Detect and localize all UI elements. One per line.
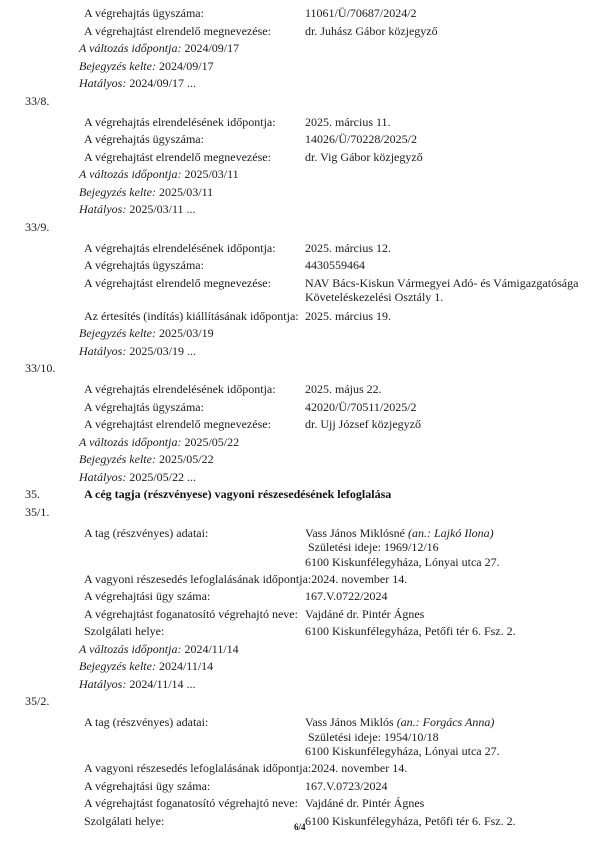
change-meta-row (79, 677, 592, 692)
meta-value: 2025/03/11 (181, 167, 239, 181)
change-meta-row (79, 185, 592, 200)
field-label: Szolgálati helye: (84, 624, 165, 638)
meta-label: Bejegyzés kelte: (79, 659, 156, 673)
field-value-line (311, 761, 592, 776)
section-35-2 (25, 694, 592, 829)
field-value-line (305, 555, 592, 570)
field-value-segment: Vajdáné dr. Pintér Ágnes (305, 606, 425, 621)
field-value (305, 526, 592, 570)
field-value-segment: 2025. március 11. (305, 114, 391, 129)
meta-value: 2025/03/19 (155, 326, 214, 340)
field-value-segment: NAV Bács-Kiskun Vármegyei Adó- és Vámigazgatósága (305, 275, 579, 290)
field-value (305, 150, 592, 165)
section-heading: A cég tagja (részvényese) vagyoni részesedésének lefoglalása (84, 487, 392, 501)
field-value-line (305, 730, 592, 745)
field-value-line (305, 309, 592, 324)
field-row (25, 814, 592, 829)
field-value-line (305, 382, 592, 397)
meta-value: 2024/11/14 (155, 659, 214, 673)
field-value-segment: Vass János Miklósné (305, 525, 409, 540)
field-row (25, 417, 592, 432)
field-value-segment: 2025. március 12. (305, 240, 391, 255)
change-meta-row (79, 59, 592, 74)
field-value (311, 572, 592, 587)
field-value-segment: 6100 Kiskunfélegyháza, Lónyai utca 27. (305, 554, 500, 569)
field-value-segment: 2024. november 14. (311, 761, 408, 775)
meta-value: 2025/03/11 ... (126, 202, 196, 216)
field-label: A végrehajtási ügy száma: (84, 589, 211, 603)
field-label: A végrehajtás elrendelésének időpontja: (84, 114, 276, 129)
field-value-line (305, 607, 592, 622)
field-value-line (305, 24, 592, 39)
change-meta-row (79, 470, 592, 485)
field-label: A végrehajtást foganatosító végrehajtó neve: (84, 606, 298, 621)
field-value-line (305, 417, 592, 432)
field-value-line (311, 572, 592, 587)
meta-label: A változás időpontja: (79, 41, 182, 55)
field-value (305, 796, 592, 811)
field-row (25, 624, 592, 639)
field-value-line (305, 290, 592, 305)
field-value-line (305, 6, 592, 21)
meta-label: Bejegyzés kelte: (79, 58, 156, 73)
meta-value: 2024/11/14 (181, 641, 239, 656)
field-row (25, 572, 592, 587)
section-number-label: 33/9. (25, 219, 50, 234)
field-value (305, 115, 592, 130)
meta-label: A változás időpontja: (79, 641, 182, 656)
field-row (25, 715, 592, 759)
field-value-segment: dr. Ujj József közjegyző (305, 417, 421, 431)
field-value-segment: Vass János Miklós (305, 715, 397, 729)
field-value (305, 624, 592, 639)
section-35-1 (25, 505, 592, 692)
field-label: A végrehajtást elrendelő megnevezése: (84, 149, 271, 164)
field-value-segment: 6100 Kiskunfélegyháza, Lónyai utca 27. (305, 744, 500, 758)
change-meta-row (79, 642, 592, 657)
field-row (25, 276, 592, 305)
field-value-line (305, 715, 592, 730)
field-label: A végrehajtás ügyszáma: (84, 6, 204, 20)
field-row (25, 132, 592, 147)
meta-value: 2024/11/14 ... (126, 676, 196, 691)
field-label: A vagyoni részesedés lefoglalásának időpontja: (84, 761, 312, 775)
field-label: A végrehajtás elrendelésének időpontja: (84, 240, 276, 255)
field-row (25, 258, 592, 273)
field-label: A végrehajtás elrendelésének időpontja: (84, 382, 276, 396)
change-meta-row (79, 326, 592, 341)
field-row (25, 607, 592, 622)
field-label: A vagyoni részesedés lefoglalásának időpontja: (84, 571, 312, 586)
field-value-line (305, 276, 592, 291)
meta-value: 2025/03/19 ... (126, 343, 196, 358)
section-number-label: 35/1. (25, 504, 50, 519)
field-value-italic-segment: (an.: Forgács Anna) (396, 715, 495, 729)
field-label: A végrehajtás ügyszáma: (84, 258, 204, 272)
section-number-label: 35/2. (25, 694, 50, 708)
field-label: A tag (részvényes) adatai: (84, 715, 209, 729)
section-number (25, 361, 592, 376)
document-body (25, 6, 592, 829)
meta-label: Hatályos: (79, 343, 127, 358)
field-value-line (305, 779, 592, 794)
change-meta-row (79, 452, 592, 467)
field-value (305, 607, 592, 622)
field-value-segment: 42020/Ü/70511/2025/2 (305, 399, 417, 414)
field-value (305, 814, 592, 829)
change-meta-row (79, 76, 592, 91)
field-label: A végrehajtási ügy száma: (84, 778, 211, 793)
field-value-line (305, 258, 592, 273)
meta-label: Hatályos: (79, 676, 127, 691)
change-meta-row (79, 344, 592, 359)
field-value-italic-segment: (an.: Lajkó Ilona) (408, 525, 494, 540)
field-value-line (305, 241, 592, 256)
meta-label: Bejegyzés kelte: (79, 184, 156, 199)
section-33-9 (25, 220, 592, 359)
field-label: A végrehajtást elrendelő megnevezése: (84, 275, 271, 290)
field-value (305, 241, 592, 256)
meta-value: 2025/05/22 ... (126, 469, 196, 484)
field-value-segment: 6100 Kiskunfélegyháza, Petőfi tér 6. Fsz. 2. (305, 813, 516, 828)
field-label: A tag (részvényes) adatai: (84, 525, 209, 540)
field-value-line (305, 540, 592, 555)
meta-value: 2025/05/22 (155, 452, 214, 466)
field-value-line (305, 624, 592, 639)
section-number (25, 94, 592, 109)
meta-label: Bejegyzés kelte: (79, 452, 156, 466)
meta-label: Hatályos: (79, 469, 127, 484)
meta-label: A változás időpontja: (79, 434, 182, 449)
section-number-label: 33/10. (25, 361, 56, 375)
field-value-line (305, 132, 592, 147)
field-value-line (305, 150, 592, 165)
meta-value: 2025/03/11 (155, 184, 214, 199)
field-row (25, 241, 592, 256)
field-label: Szolgálati helye: (84, 813, 165, 828)
field-value-segment: 2025. május 22. (305, 382, 382, 396)
section-number-label: 33/8. (25, 93, 50, 108)
field-value-segment: 4430559464 (305, 258, 365, 272)
field-label: A végrehajtást elrendelő megnevezése: (84, 417, 271, 431)
field-value-segment: Születési ideje: 1969/12/16 (305, 540, 439, 554)
field-label: A végrehajtást foganatosító végrehajtó neve: (84, 796, 298, 810)
section-33-8 (25, 94, 592, 218)
section-continued (25, 6, 592, 91)
change-meta-row (79, 659, 592, 674)
field-value-segment: 2024. november 14. (311, 571, 408, 586)
page-number: 6/4 (294, 822, 306, 832)
field-row (25, 779, 592, 794)
meta-label: A változás időpontja: (79, 167, 182, 181)
field-value-line (305, 400, 592, 415)
field-value-segment: 14026/Ü/70228/2025/2 (305, 132, 418, 146)
field-row (25, 150, 592, 165)
field-value-segment: 2025. március 19. (305, 308, 391, 323)
field-value (305, 779, 592, 794)
meta-label: Hatályos: (79, 202, 127, 216)
field-row (25, 382, 592, 397)
section-33-10 (25, 361, 592, 485)
meta-value: 2025/05/22 (181, 434, 240, 449)
meta-label: Bejegyzés kelte: (79, 326, 156, 340)
field-value-line (305, 589, 592, 604)
section-number (25, 505, 592, 520)
field-value (305, 309, 592, 324)
field-value (305, 417, 592, 432)
field-value-line (305, 796, 592, 811)
field-value (305, 24, 592, 39)
field-value-segment: dr. Juhász Gábor közjegyző (305, 23, 438, 38)
change-meta-row (79, 167, 592, 182)
meta-label: Hatályos: (79, 76, 127, 90)
field-row (25, 796, 592, 811)
change-meta-row (79, 202, 592, 217)
meta-value: 2024/09/17 (181, 41, 240, 55)
section-35 (25, 487, 592, 502)
field-value-segment: Vajdáné dr. Pintér Ágnes (305, 796, 425, 810)
section-number (25, 694, 592, 709)
field-row (25, 589, 592, 604)
field-value-segment: 167.V.0723/2024 (305, 778, 388, 793)
field-value-segment: Követeléskezelési Osztály 1. (305, 290, 444, 304)
field-value (305, 715, 592, 759)
field-value-segment: 6100 Kiskunfélegyháza, Petőfi tér 6. Fsz. 2. (305, 624, 516, 638)
section-heading-row (25, 487, 592, 502)
field-value-line (305, 744, 592, 759)
field-label: A végrehajtást elrendelő megnevezése: (84, 23, 271, 38)
change-meta-row (79, 41, 592, 56)
field-value (305, 382, 592, 397)
field-value-line (305, 115, 592, 130)
field-value-segment: Születési ideje: 1954/10/18 (305, 729, 439, 744)
field-row (25, 24, 592, 39)
field-row (25, 6, 592, 21)
field-row (25, 526, 592, 570)
field-value-segment: 167.V.0722/2024 (305, 589, 388, 603)
change-meta-row (79, 435, 592, 450)
field-value (305, 6, 592, 21)
section-number: 35. (25, 487, 40, 501)
field-label: A végrehajtás ügyszáma: (84, 399, 204, 414)
field-row (25, 115, 592, 130)
meta-value: 2024/09/17 ... (126, 76, 196, 90)
field-value (305, 132, 592, 147)
field-row (25, 400, 592, 415)
section-number (25, 220, 592, 235)
field-value-segment: 11061/Ü/70687/2024/2 (305, 6, 417, 20)
field-value (305, 258, 592, 273)
field-value (311, 761, 592, 776)
meta-value: 2024/09/17 (155, 58, 214, 73)
field-label: Az értesítés (indítás) kiállításának időpontja: (84, 308, 299, 323)
field-label: A végrehajtás ügyszáma: (84, 132, 204, 146)
field-value-line (305, 814, 592, 829)
field-value (305, 589, 592, 604)
field-row (25, 309, 592, 324)
field-value-line (305, 526, 592, 541)
field-value (305, 400, 592, 415)
field-value (305, 276, 592, 305)
field-value-segment: dr. Vig Gábor közjegyző (305, 149, 423, 164)
field-row (25, 761, 592, 776)
